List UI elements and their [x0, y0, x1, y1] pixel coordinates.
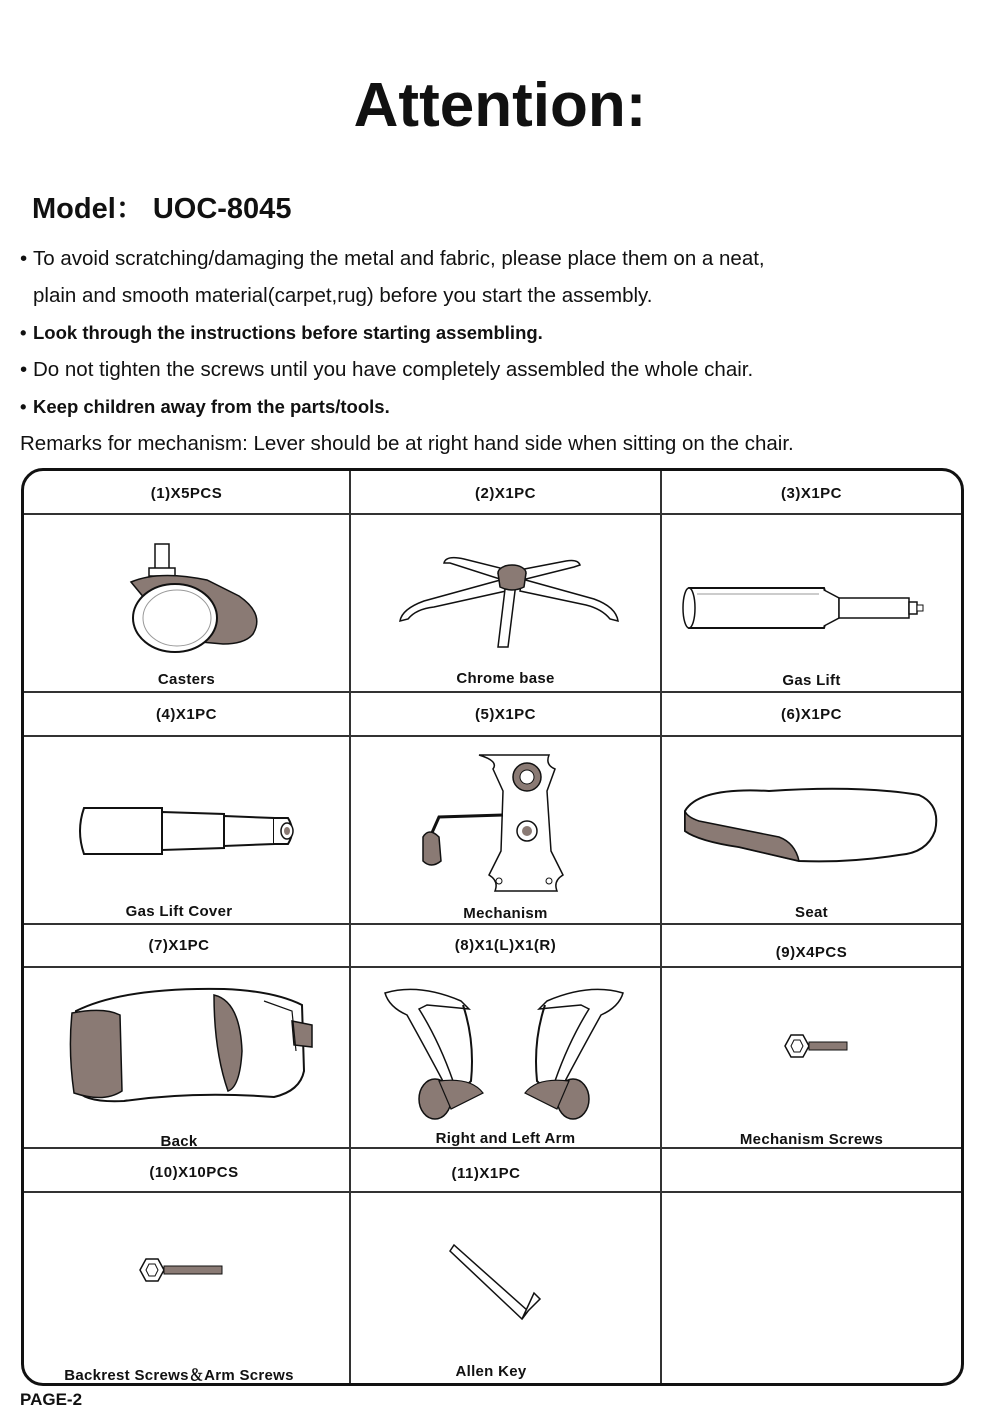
note-item: • Look through the instructions before starting assembling. [20, 314, 980, 351]
page-title: Attention: [353, 71, 647, 140]
bullet-icon: • [20, 396, 27, 417]
model-number: Model： UOC-8045 [32, 193, 292, 225]
parts-list-table [21, 468, 964, 1386]
column-divider [660, 471, 662, 1383]
gas-lift-icon [679, 576, 929, 646]
part-qty: (7)X1PC [148, 937, 210, 954]
part-name: Allen Key [455, 1363, 527, 1380]
gas-lift-cover-icon [74, 796, 304, 866]
note-item-continued: plain and smooth material(carpet,rug) before you start the assembly. [33, 284, 653, 307]
allen-key-icon [444, 1241, 544, 1331]
part-name: Mechanism Screws [739, 1131, 884, 1148]
attention-notes [20, 240, 980, 462]
note-item: • Keep children away from the parts/tools. [20, 388, 980, 425]
row-divider [24, 1191, 961, 1193]
part-qty: (2)X1PC [474, 485, 537, 502]
part-qty: (8)X1(L)X1(R) [454, 937, 557, 954]
note-item: • To avoid scratching/damaging the metal and fabric, please place them on a neat, [20, 240, 980, 277]
armrest-icon [379, 981, 629, 1131]
chrome-base-icon [394, 551, 624, 651]
mechanism-icon [399, 751, 609, 901]
part-qty: (5)X1PC [474, 706, 537, 723]
part-name: Backrest Screws＆Arm Screws [64, 1367, 294, 1384]
screw-icon [136, 1255, 231, 1285]
page-number: PAGE-2 [20, 1390, 83, 1409]
part-qty: (1)X5PCS [150, 485, 223, 502]
screw-icon [781, 1031, 851, 1061]
part-name: Gas Lift Cover [125, 903, 233, 920]
row-divider [24, 966, 961, 968]
bullet-icon: • [20, 322, 27, 343]
part-qty: (10)X10PCS [149, 1164, 239, 1181]
row-divider [24, 513, 961, 515]
row-divider [24, 691, 961, 693]
part-qty: (4)X1PC [155, 706, 218, 723]
caster-icon [119, 536, 269, 656]
part-name: Mechanism [463, 905, 548, 922]
part-qty: (11)X1PC [451, 1165, 521, 1182]
part-name: Right and Left Arm [435, 1130, 576, 1147]
bullet-icon: • [20, 358, 28, 381]
part-qty: (3)X1PC [780, 485, 843, 502]
row-divider [24, 923, 961, 925]
part-name: Back [160, 1133, 198, 1150]
row-divider [24, 735, 961, 737]
column-divider [349, 471, 351, 1383]
part-qty: (9)X4PCS [775, 944, 848, 961]
seat-icon [679, 781, 944, 871]
backrest-icon [64, 981, 324, 1131]
mechanism-remarks: Remarks for mechanism: Lever should be at right hand side when sitting on the chair. [20, 432, 794, 455]
part-name: Chrome base [456, 670, 555, 687]
part-name: Casters [157, 671, 216, 688]
part-qty: (6)X1PC [780, 706, 843, 723]
note-item: • Do not tighten the screws until you have completely assembled the whole chair. [20, 351, 980, 388]
part-name: Gas Lift [782, 672, 841, 689]
bullet-icon: • [20, 247, 28, 270]
part-name: Seat [795, 904, 828, 921]
